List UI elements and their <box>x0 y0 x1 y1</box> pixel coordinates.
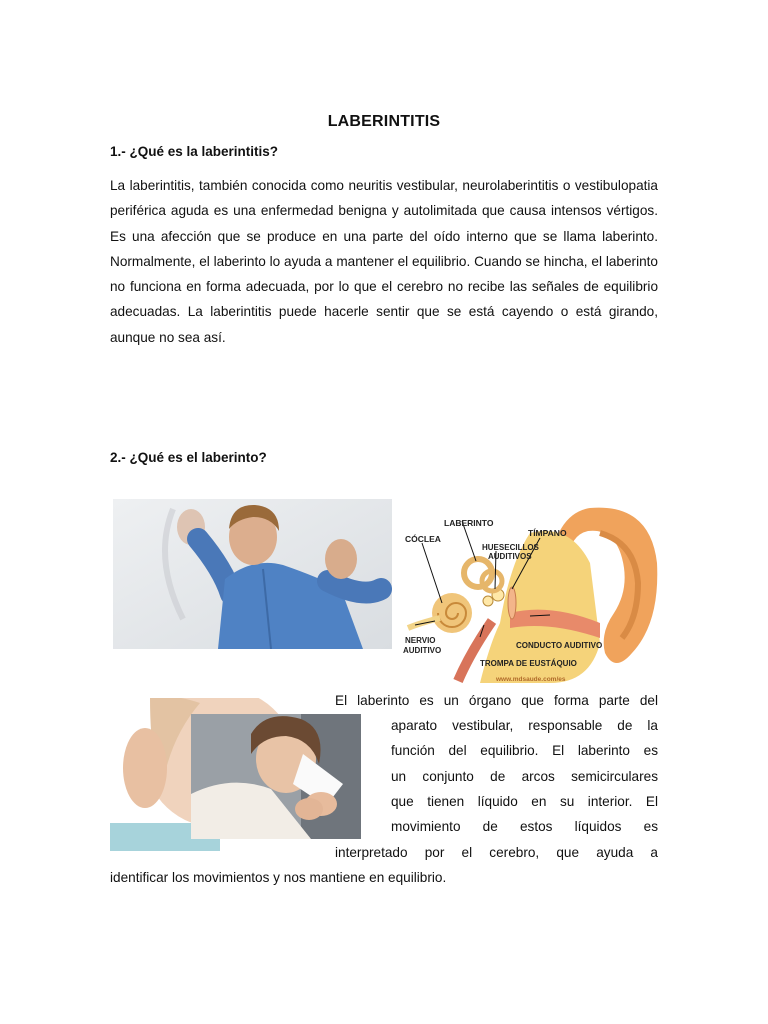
section-1-paragraph: La laberintitis, también conocida como neuritis vestibular, neurolaberintitis o vestibulopatia periférica aguda es una enfermedad benigna y autolimitada que causa intensos vértigos. Es una afección que se produce en una parte del oído interno que se llama laberinto. Normalmente, el laberinto lo ayuda a mantener el equilibrio. Cuando se hincha, el laberinto no funciona en forma adecuada, por lo que el cerebro no recibe las señales de equilibrio adecuadas. La laberintitis puede hacerle sentir que se está cayendo o está girando, aunque no sea así. <box>110 178 658 345</box>
label-laberinto: LABERINTO <box>444 518 494 528</box>
wrap-line-6: movimiento de estos líquidos es <box>391 819 658 834</box>
wrap-line-4: un conjunto de arcos semicirculares <box>391 769 658 784</box>
diagram-watermark: www.mdsaude.com/es <box>496 676 566 683</box>
wrap-line-8: identificar los movimientos y nos mantiene en equilibrio. <box>110 870 447 885</box>
wrap-line-3: función del equilibrio. El laberinto es <box>391 743 658 758</box>
label-trompa: TROMPA DE EUSTÁQUIO <box>480 659 577 668</box>
section-1-heading: 1.- ¿Qué es la laberintitis? <box>110 144 279 159</box>
woman-sneezing-photo <box>191 714 361 839</box>
document-title: LABERINTITIS <box>327 113 441 130</box>
wrap-line-5: que tienen líquido en su interior. El <box>391 794 658 809</box>
label-huesecillos-1: HUESECILLOS <box>482 543 539 552</box>
dizzy-man-photo <box>113 499 392 649</box>
label-conducto: CONDUCTO AUDITIVO <box>516 641 603 650</box>
section-2-heading: 2.- ¿Qué es el laberinto? <box>110 450 267 465</box>
label-nervio-1: NERVIO <box>405 636 436 645</box>
label-timpano: TÍMPANO <box>528 528 567 538</box>
wrap-line-2: aparato vestibular, responsable de la <box>391 718 658 733</box>
wrap-line-7: interpretado por el cerebro, que ayuda a <box>335 845 658 860</box>
label-nervio-2: AUDITIVO <box>403 646 442 655</box>
wrap-line-1: El laberinto es un órgano que forma parte del <box>335 693 658 708</box>
ear-anatomy-diagram <box>400 503 660 686</box>
label-huesecillos-2: AUDITIVOS <box>488 552 532 561</box>
label-coclea: CÓCLEA <box>405 534 441 544</box>
